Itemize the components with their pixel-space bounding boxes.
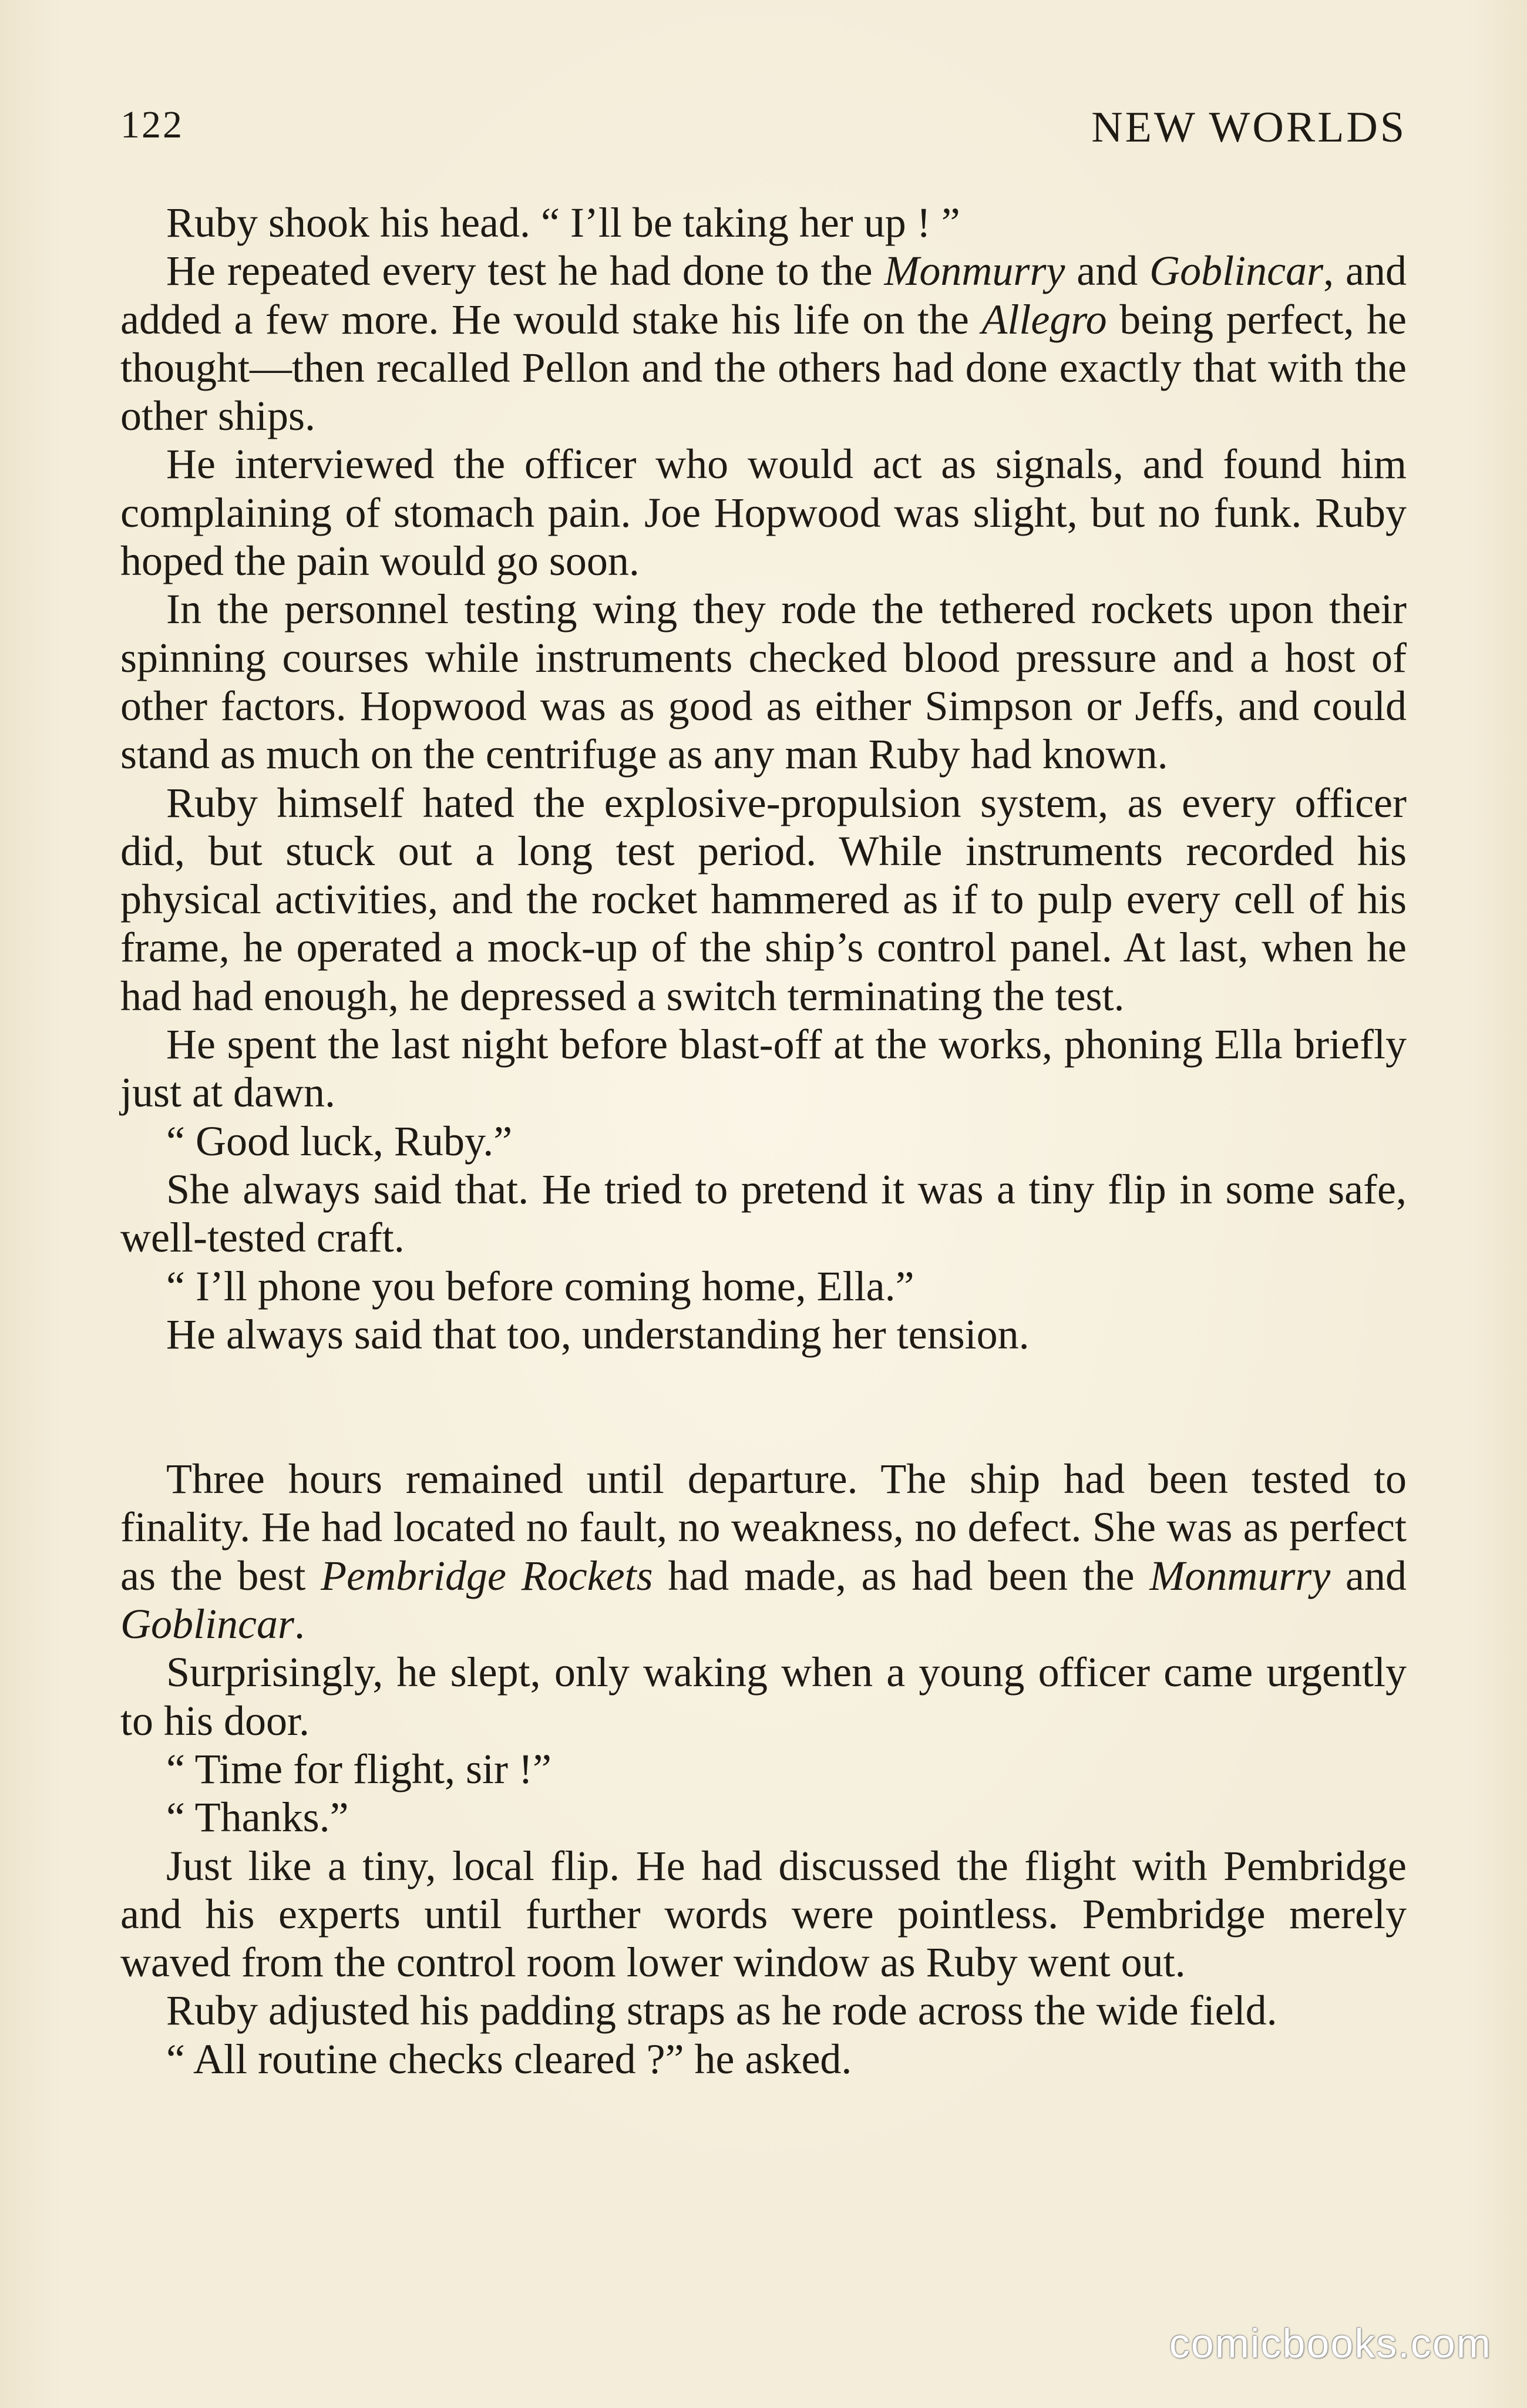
paragraph bbox=[120, 1020, 1407, 1117]
paragraph bbox=[120, 2035, 1407, 2083]
paragraph-text: and bbox=[1330, 1552, 1407, 1599]
paragraph bbox=[120, 1842, 1407, 1987]
italic-ship-name: Monmurry bbox=[884, 247, 1065, 295]
paragraph bbox=[120, 1262, 1407, 1310]
page-header bbox=[120, 103, 1407, 156]
paragraph-text: “ Time for flight, sir !” bbox=[166, 1745, 551, 1792]
paragraph-text: and bbox=[1065, 247, 1150, 295]
running-head: NEW WORLDS bbox=[1091, 103, 1407, 152]
paragraph-text: “ I’ll phone you before coming home, Ella.” bbox=[166, 1262, 914, 1310]
paragraph-text: In the personnel testing wing they rode the tethered rockets upon their spinning courses while instruments checked blood pressure and a host of other factors. Hopwood was as good as either Simpson or Jeffs, and could stand as much on the centrifuge as any man Ruby had known. bbox=[120, 586, 1407, 778]
paragraph-text: Ruby adjusted his padding straps as he rode across the wide field. bbox=[166, 1987, 1277, 2034]
paragraph bbox=[120, 1793, 1407, 1841]
paragraph bbox=[120, 1310, 1407, 1358]
paragraph-text: Ruby himself hated the explosive-propulsion system, as every officer did, but stuck out a long test period. While instruments recorded his physical activities, and the rocket hammered as if to pulp every cell of his frame, he operated a mock-up of the ship’s control panel. At last, when he had had enough, he depressed a switch terminating the test. bbox=[120, 779, 1407, 1020]
paragraph bbox=[120, 1165, 1407, 1262]
story-text bbox=[120, 199, 1407, 2083]
paragraph-text: “ Thanks.” bbox=[166, 1794, 349, 1841]
paragraph bbox=[120, 1986, 1407, 2034]
paragraph-text: being perfect, he thought—then recalled Pellon and the others had done exactly that with the other ships. bbox=[120, 295, 1407, 440]
paragraph bbox=[120, 1117, 1407, 1165]
italic-ship-name: Goblincar bbox=[120, 1600, 294, 1648]
watermark: comicbooks.com bbox=[1169, 2320, 1492, 2366]
paragraph-text: He repeated every test he had done to the bbox=[166, 247, 884, 295]
paragraph-text: “ All routine checks cleared ?” he asked. bbox=[166, 2035, 852, 2083]
paragraph bbox=[120, 1648, 1407, 1745]
italic-ship-name: Allegro bbox=[981, 295, 1107, 343]
paragraph-text: . bbox=[294, 1600, 305, 1648]
page-number: 122 bbox=[120, 103, 184, 146]
paragraph-text: , and added a few more. He would stake his life on the bbox=[120, 247, 1407, 343]
paragraph-text: He interviewed the officer who would act as signals, and found him complaining of stomach pain. Joe Hopwood was slight, but no funk. Ruby hoped the pain would go soon. bbox=[120, 440, 1407, 585]
paragraph bbox=[120, 247, 1407, 440]
italic-ship-name: Goblincar bbox=[1149, 247, 1324, 295]
paragraph-text: He spent the last night before blast-off at the works, phoning Ella briefly just at dawn. bbox=[120, 1021, 1407, 1116]
paragraph-text: He always said that too, understanding her tension. bbox=[166, 1310, 1030, 1358]
paragraph bbox=[120, 779, 1407, 1020]
paragraph-text: Three hours remained until departure. The ship had been tested to finality. He had located no fault, no weakness, no defect. She was as perfect as the best bbox=[120, 1455, 1407, 1599]
paragraph bbox=[120, 1745, 1407, 1793]
paragraph-text: Just like a tiny, local flip. He had discussed the flight with Pembridge and his experts until further words were pointless. Pembridge merely waved from the control room lower window as Ruby went out. bbox=[120, 1842, 1407, 1986]
paragraph bbox=[120, 440, 1407, 585]
paragraph-text: had made, as had been the bbox=[652, 1552, 1150, 1599]
italic-ship-name: Monmurry bbox=[1149, 1552, 1331, 1599]
paragraph bbox=[120, 585, 1407, 778]
section-break bbox=[120, 1358, 1407, 1455]
paragraph-text: “ Good luck, Ruby.” bbox=[166, 1117, 513, 1165]
italic-ship-name: Pembridge Rockets bbox=[321, 1552, 653, 1599]
paragraph-text: Ruby shook his head. “ I’ll be taking her up ! ” bbox=[166, 199, 960, 246]
paragraph-text: She always said that. He tried to pretend it was a tiny flip in some safe, well-tested craft. bbox=[120, 1165, 1407, 1262]
paragraph bbox=[120, 1455, 1407, 1648]
paragraph bbox=[120, 199, 1407, 247]
paragraph-text: Surprisingly, he slept, only waking when a young officer came urgently to his door. bbox=[120, 1649, 1407, 1744]
